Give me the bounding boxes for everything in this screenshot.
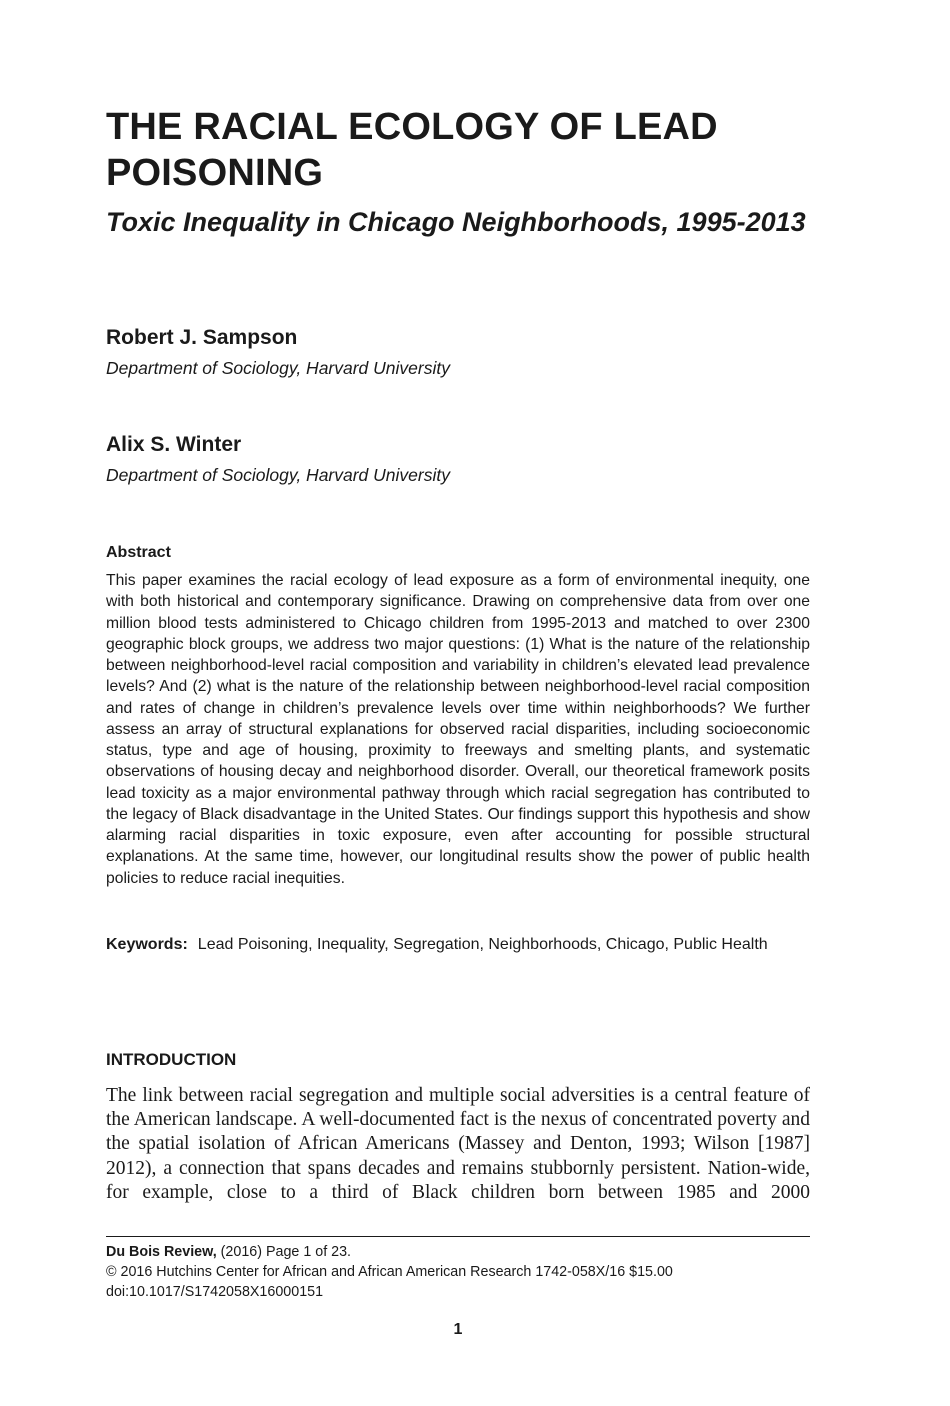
keywords-label: Keywords: <box>106 936 188 953</box>
journal-line <box>106 1242 810 1262</box>
page-number: 1 <box>453 1321 463 1338</box>
footer-divider <box>106 1236 810 1237</box>
author-affiliation: Department of Sociology, Harvard University <box>106 465 450 485</box>
footer-citation <box>106 1242 810 1302</box>
article-subtitle: Toxic Inequality in Chicago Neighborhoods, 1995-2013 <box>106 207 806 237</box>
journal-citation: (2016) Page 1 of 23. <box>216 1244 352 1260</box>
introduction-text: The link between racial segregation and multiple social adversities is a central feature of the American landscape. A well-documented fact is the nexus of concentrated poverty and the spatial isolation of African Americans (Massey and Denton, 1993; Wilson [1987] 2012), a connection that spans decades and remains stubbornly persistent. Nation-wide, for example, close to a third of Black children born between 1985 and 2000 <box>106 1085 810 1203</box>
author-affiliation: Department of Sociology, Harvard University <box>106 358 450 378</box>
keywords-list: Lead Poisoning, Inequality, Segregation, Neighborhoods, Chicago, Public Health <box>197 936 768 953</box>
abstract-heading: Abstract <box>106 544 171 561</box>
doi-line: doi:10.1017/S1742058X16000151 <box>106 1284 324 1300</box>
abstract-text: This paper examines the racial ecology of lead exposure as a form of environmental inequity, one with both historical and contemporary significance. Drawing on comprehensive data from over one million blood tests administered to Chicago children from 1995-2013 and matched to over 2300 geographic block groups, we address two major questions: (1) What is the nature of the relationship between neighborhood-level racial composition and variability in children’s elevated lead prevalence levels? And (2) what is the nature of the relationship between neighborhood-level racial composition and rates of change in children’s prevalence levels over time within neighborhoods? We further assess an array of structural explanations for observed racial disparities, including socioeconomic status, type and age of housing, proximity to freeways and smelting plants, and systematic observations of housing decay and neighborhood disorder. Overall, our theoretical framework posits lead toxicity as a major environmental pathway through which racial segregation has contributed to the legacy of Black disadvantage in the United States. Our findings support this hypothesis and show alarming racial disparities in toxic exposure, even after accounting for possible structural explanations. At the same time, however, our longitudinal results show the power of public health policies to reduce racial inequities. <box>106 572 810 887</box>
journal-name: Du Bois Review, <box>106 1244 217 1260</box>
article-title: THE RACIAL ECOLOGY OF LEAD POISONING <box>106 106 718 194</box>
author-name: Robert J. Sampson <box>106 326 298 349</box>
copyright-line: © 2016 Hutchins Center for African and African American Research 1742-058X/16 $15.00 <box>106 1264 673 1280</box>
author-name: Alix S. Winter <box>106 433 242 456</box>
keywords <box>106 934 810 956</box>
section-heading-introduction: INTRODUCTION <box>106 1050 237 1069</box>
